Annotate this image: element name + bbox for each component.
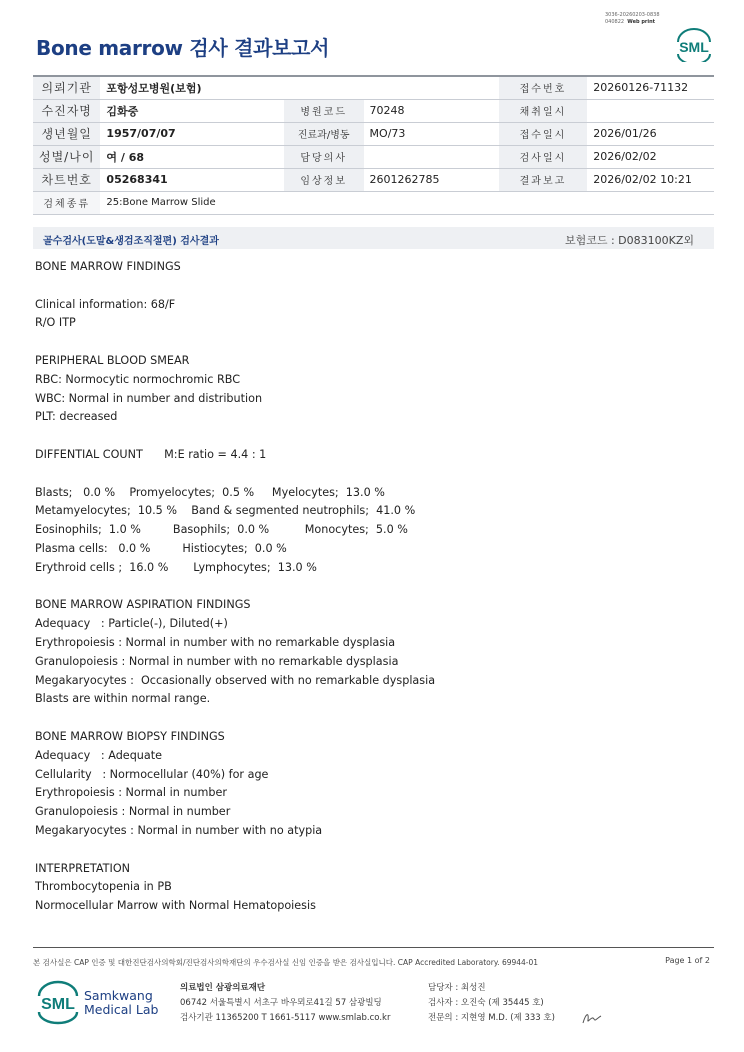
report-line [35,841,705,860]
report-line: Eosinophils; 1.0 % Basophils; 0.0 % Monocytes; 5.0 % [35,523,408,537]
report-line: Normocellular Marrow with Normal Hematopoiesis [35,899,316,913]
requesting-org-label: 의뢰기관 [33,76,100,99]
chart-no-value: 05268341 [100,168,283,191]
receipt-no-value: 20260126-71132 [587,76,714,99]
report-line: Erythroid cells ; 16.0 % Lymphocytes; 13.0 % [35,560,317,574]
dob-label: 생년월일 [33,122,100,145]
sex-age-label: 성별/나이 [33,145,100,168]
report-title: Bone marrow 검사 결과보고서 [36,36,330,60]
hospital-code-value: 70248 [364,99,499,122]
insurance-code: 보험코드 : D083100KZ외 [564,234,694,247]
dept-value: MO/73 [364,122,499,145]
brand-line: Samkwang [84,988,153,1003]
report-line: PLT: decreased [35,410,118,424]
report-line: PERIPHERAL BLOOD SMEAR [35,353,190,367]
organization-name: 의료법인 삼광의료재단 [180,983,266,993]
sml-logo-text: SML [41,996,75,1013]
footer-divider [33,947,714,948]
organization-address: 06742 서울특별시 서초구 바우뫼로41길 57 삼광빌딩 [180,998,382,1008]
report-line: Adequacy : Adequate [35,748,163,762]
report-line: INTERPRETATION [35,861,130,875]
clinical-info-label: 임상정보 [284,168,364,191]
receipt-no-label: 접수번호 [499,76,588,99]
report-line: Megakaryocytes : Occasionally observed with no remarkable dysplasia [35,673,436,687]
report-line: Blasts; 0.0 % Promyelocytes; 0.5 % Myelocytes; 13.0 % [35,485,385,499]
tested-label: 검사일시 [499,145,588,168]
staff-info [428,981,555,1026]
result-section-header [33,227,714,249]
reported-label: 결과보고 [499,168,588,191]
patient-name-label: 수진자명 [33,99,100,122]
clinical-info-value: 2601262785 [364,168,499,191]
report-line [35,709,705,728]
report-line: BONE MARROW FINDINGS [35,260,181,273]
specimen-label: 검체종류 [33,191,100,214]
report-line [35,333,705,352]
signature-icon [580,1010,604,1026]
requesting-org-value: 포항성모병원(보험) [100,76,498,99]
chart-no-label: 차트번호 [33,168,100,191]
web-print-label: Web print [627,18,656,25]
report-body [35,258,705,916]
report-line: Erythropoiesis : Normal in number [35,786,228,800]
report-line: R/O ITP [35,316,76,330]
report-line: Cellularity : Normocellular (40%) for age [35,767,269,781]
report-line: Blasts are within normal range. [35,692,211,706]
tested-value: 2026/02/02 [587,145,714,168]
report-line [35,427,705,446]
document-code-line: 3036-20260203-0838 [605,12,660,18]
report-line [35,465,705,484]
report-line: Megakaryocytes : Normal in number with no atypia [35,823,323,837]
report-line: Plasma cells: 0.0 % Histiocytes; 0.0 % [35,541,287,555]
report-line: Erythropoiesis : Normal in number with no remarkable dysplasia [35,635,396,649]
report-line: Granulopoiesis : Normal in number with no remarkable dysplasia [35,654,399,668]
result-section-title: 골수검사(도말&생검조직절편) 검사결과 [43,236,219,247]
organization-contact: 검사기관 11365200 T 1661-5117 www.smlab.co.kr [180,1013,391,1023]
patient-name-value: 김화중 [100,99,283,122]
report-line: Clinical information: 68/F [35,297,176,311]
collected-label: 채취일시 [499,99,588,122]
collected-value [587,99,714,122]
brand-line: Medical Lab [84,1002,159,1017]
report-line: DIFFENTIAL COUNT M:E ratio = 4.4 : 1 [35,447,267,461]
brand-name [84,989,158,1017]
dept-label: 진료과/병동 [284,122,364,145]
document-code [605,12,660,25]
report-line: Granulopoiesis : Normal in number [35,805,231,819]
report-line: Adequacy : Particle(-), Diluted(+) [35,617,228,631]
page-number: Page 1 of 2 [665,956,710,965]
sml-logo-icon [673,28,715,62]
received-value: 2026/01/26 [587,122,714,145]
reported-value: 2026/02/02 10:21 [587,168,714,191]
report-line [35,277,705,296]
document-code-line: 040822 [605,18,625,25]
hospital-code-label: 병원코드 [284,99,364,122]
specimen-value: 25:Bone Marrow Slide [100,191,714,214]
dob-value: 1957/07/07 [100,122,283,145]
report-line [35,578,705,597]
sex-age-value: 여 / 68 [100,145,283,168]
patient-info-table [33,75,714,215]
accreditation-note: 본 검사실은 CAP 인증 및 대한진단검사의학회/진단검사의학재단의 우수검사실 신임 인증을 받은 검사실입니다. CAP Accredited Laboratory. 69944-01 [33,958,539,967]
doctor-value [364,145,499,168]
report-line: BONE MARROW ASPIRATION FINDINGS [35,598,251,612]
received-label: 접수일시 [499,122,588,145]
sml-logo-icon [36,980,80,1026]
specialist: 전문의 : 지현영 M.D. (제 333 호) [428,1013,555,1023]
report-line: Metamyelocytes; 10.5 % Band & segmented neutrophils; 41.0 % [35,504,416,518]
sml-logo-text: SML [679,39,709,55]
report-line: RBC: Normocytic normochromic RBC [35,372,241,386]
report-line: WBC: Normal in number and distribution [35,391,263,405]
staff-in-charge: 담당자 : 최성진 [428,983,486,993]
report-line: BONE MARROW BIOPSY FINDINGS [35,729,225,743]
report-line: Thrombocytopenia in PB [35,880,172,894]
tester: 검사자 : 오진숙 (제 35445 호) [428,998,544,1008]
organization-info [180,981,390,1026]
doctor-label: 담당의사 [284,145,364,168]
